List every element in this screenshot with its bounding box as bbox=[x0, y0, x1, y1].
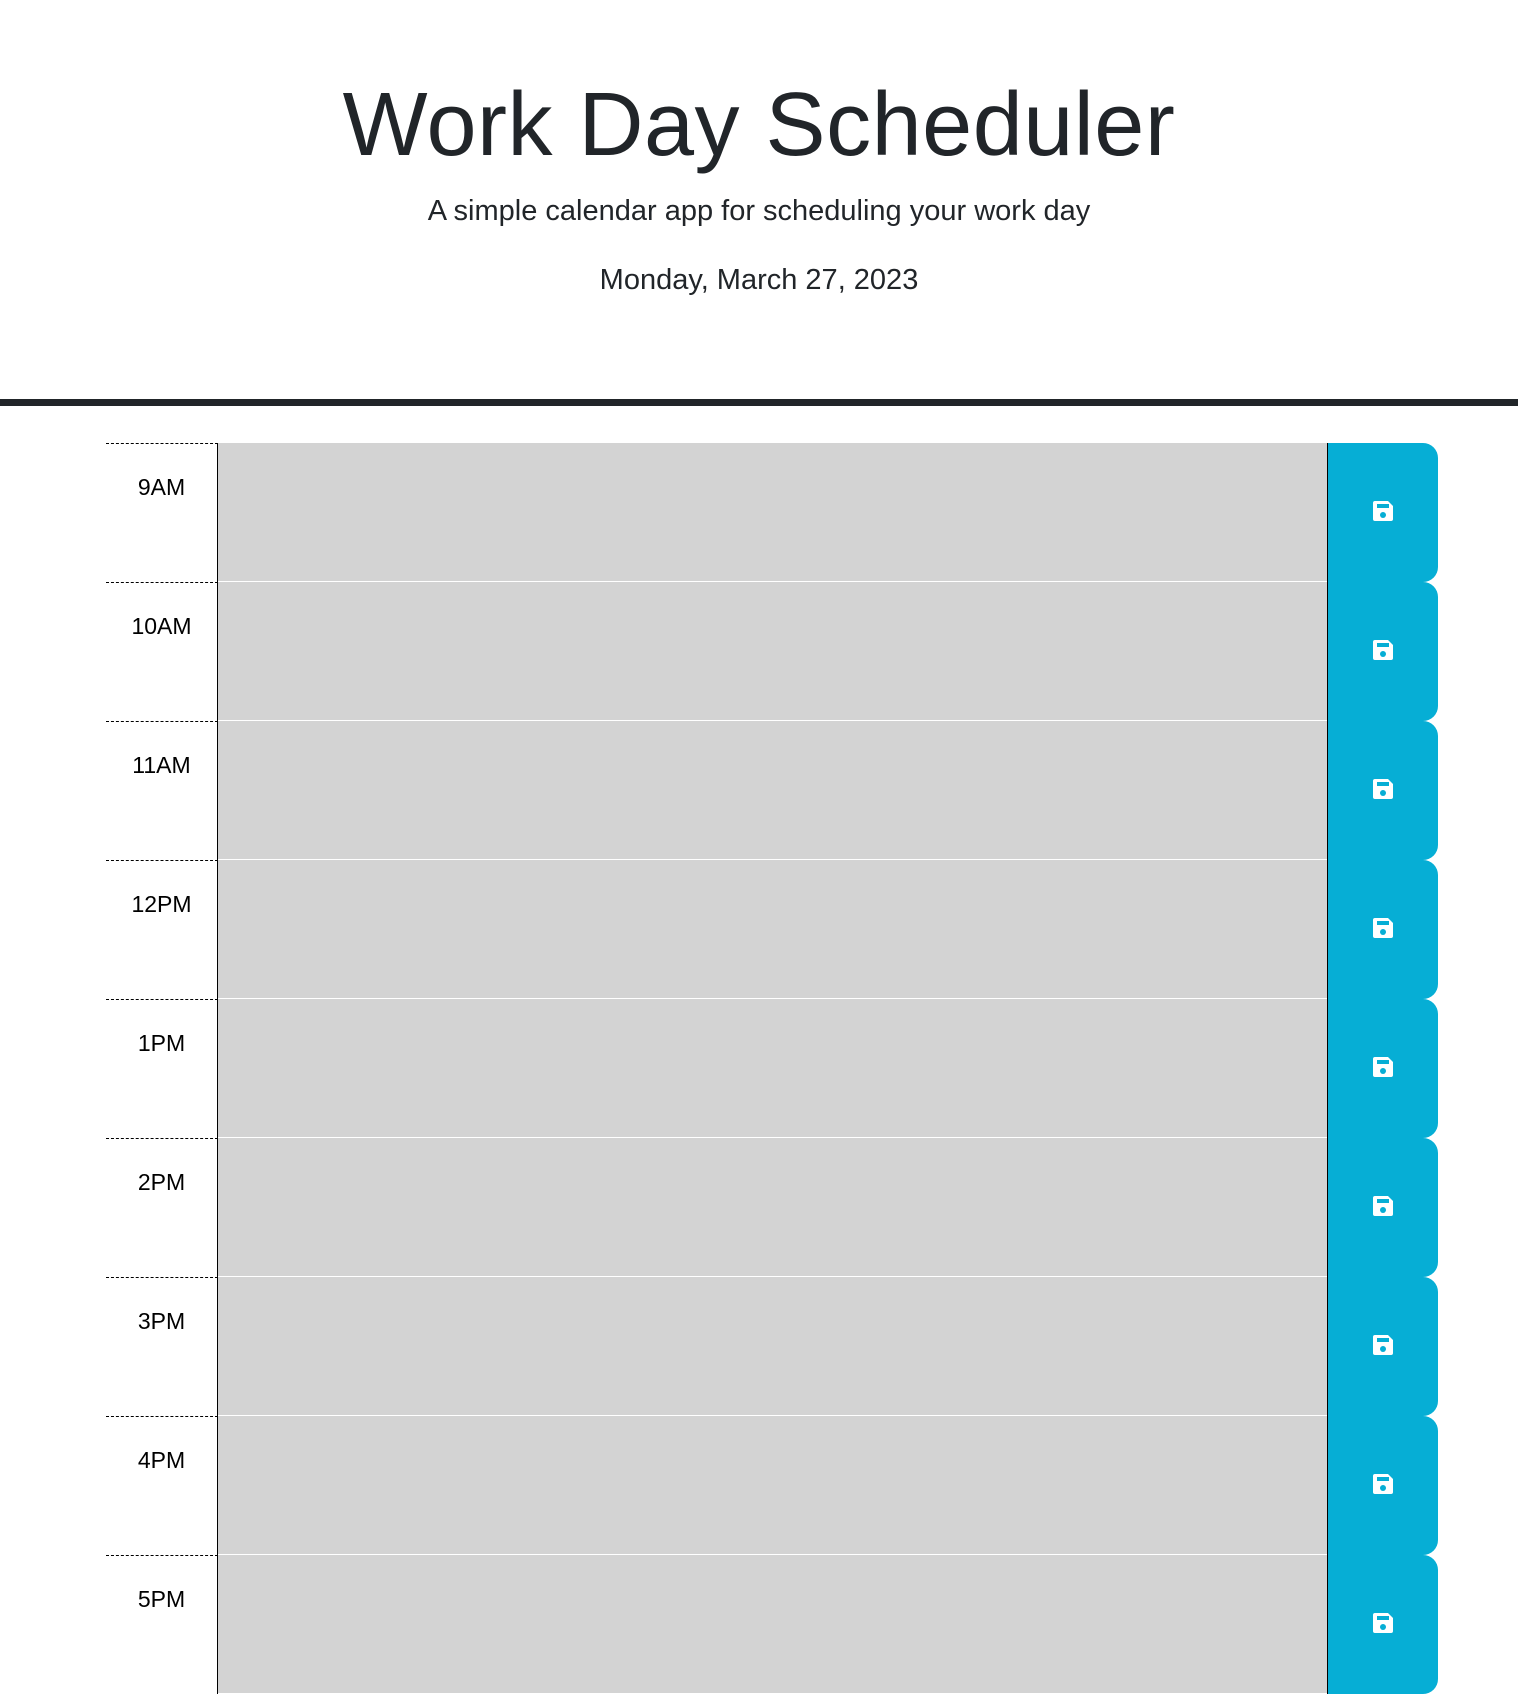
header bbox=[0, 0, 1518, 399]
event-description-input[interactable] bbox=[218, 1138, 1327, 1277]
time-block-row bbox=[106, 1138, 1438, 1277]
save-icon bbox=[1372, 639, 1394, 664]
save-button[interactable] bbox=[1327, 721, 1438, 860]
save-button[interactable] bbox=[1327, 582, 1438, 721]
hour-label: 3PM bbox=[106, 1277, 218, 1416]
save-icon bbox=[1372, 778, 1394, 803]
save-icon bbox=[1372, 1334, 1394, 1359]
save-icon bbox=[1372, 1473, 1394, 1498]
time-block-row bbox=[106, 860, 1438, 999]
save-button[interactable] bbox=[1327, 443, 1438, 582]
event-description-input[interactable] bbox=[218, 721, 1327, 860]
event-description-input[interactable] bbox=[218, 1416, 1327, 1555]
event-description-input[interactable] bbox=[218, 860, 1327, 999]
page-title: Work Day Scheduler bbox=[342, 75, 1176, 175]
page-subtitle: A simple calendar app for scheduling your work day bbox=[427, 195, 1091, 227]
hour-label: 11AM bbox=[106, 721, 218, 860]
save-icon bbox=[1372, 917, 1394, 942]
event-description-input[interactable] bbox=[218, 999, 1327, 1138]
time-block-row bbox=[106, 582, 1438, 721]
hour-label: 12PM bbox=[106, 860, 218, 999]
time-block-row bbox=[106, 1555, 1438, 1694]
hour-label: 1PM bbox=[106, 999, 218, 1138]
hour-label: 4PM bbox=[106, 1416, 218, 1555]
event-description-input[interactable] bbox=[218, 443, 1327, 582]
hour-label: 10AM bbox=[106, 582, 218, 721]
save-icon bbox=[1372, 500, 1394, 525]
save-icon bbox=[1372, 1195, 1394, 1220]
time-block-row bbox=[106, 1416, 1438, 1555]
event-description-input[interactable] bbox=[218, 1277, 1327, 1416]
header-divider bbox=[0, 399, 1518, 406]
hour-label: 9AM bbox=[106, 443, 218, 582]
save-button[interactable] bbox=[1327, 1416, 1438, 1555]
event-description-input[interactable] bbox=[218, 1555, 1327, 1694]
save-button[interactable] bbox=[1327, 999, 1438, 1138]
hour-label: 5PM bbox=[106, 1555, 218, 1694]
event-description-input[interactable] bbox=[218, 582, 1327, 721]
time-block-row bbox=[106, 721, 1438, 860]
time-block-row bbox=[106, 443, 1438, 582]
time-block-row bbox=[106, 999, 1438, 1138]
save-button[interactable] bbox=[1327, 1138, 1438, 1277]
save-button[interactable] bbox=[1327, 860, 1438, 999]
time-block-row bbox=[106, 1277, 1438, 1416]
save-icon bbox=[1372, 1056, 1394, 1081]
hour-label: 2PM bbox=[106, 1138, 218, 1277]
save-button[interactable] bbox=[1327, 1277, 1438, 1416]
save-button[interactable] bbox=[1327, 1555, 1438, 1694]
save-icon bbox=[1372, 1612, 1394, 1637]
current-date: Monday, March 27, 2023 bbox=[599, 264, 919, 296]
time-block-list bbox=[106, 443, 1438, 1694]
